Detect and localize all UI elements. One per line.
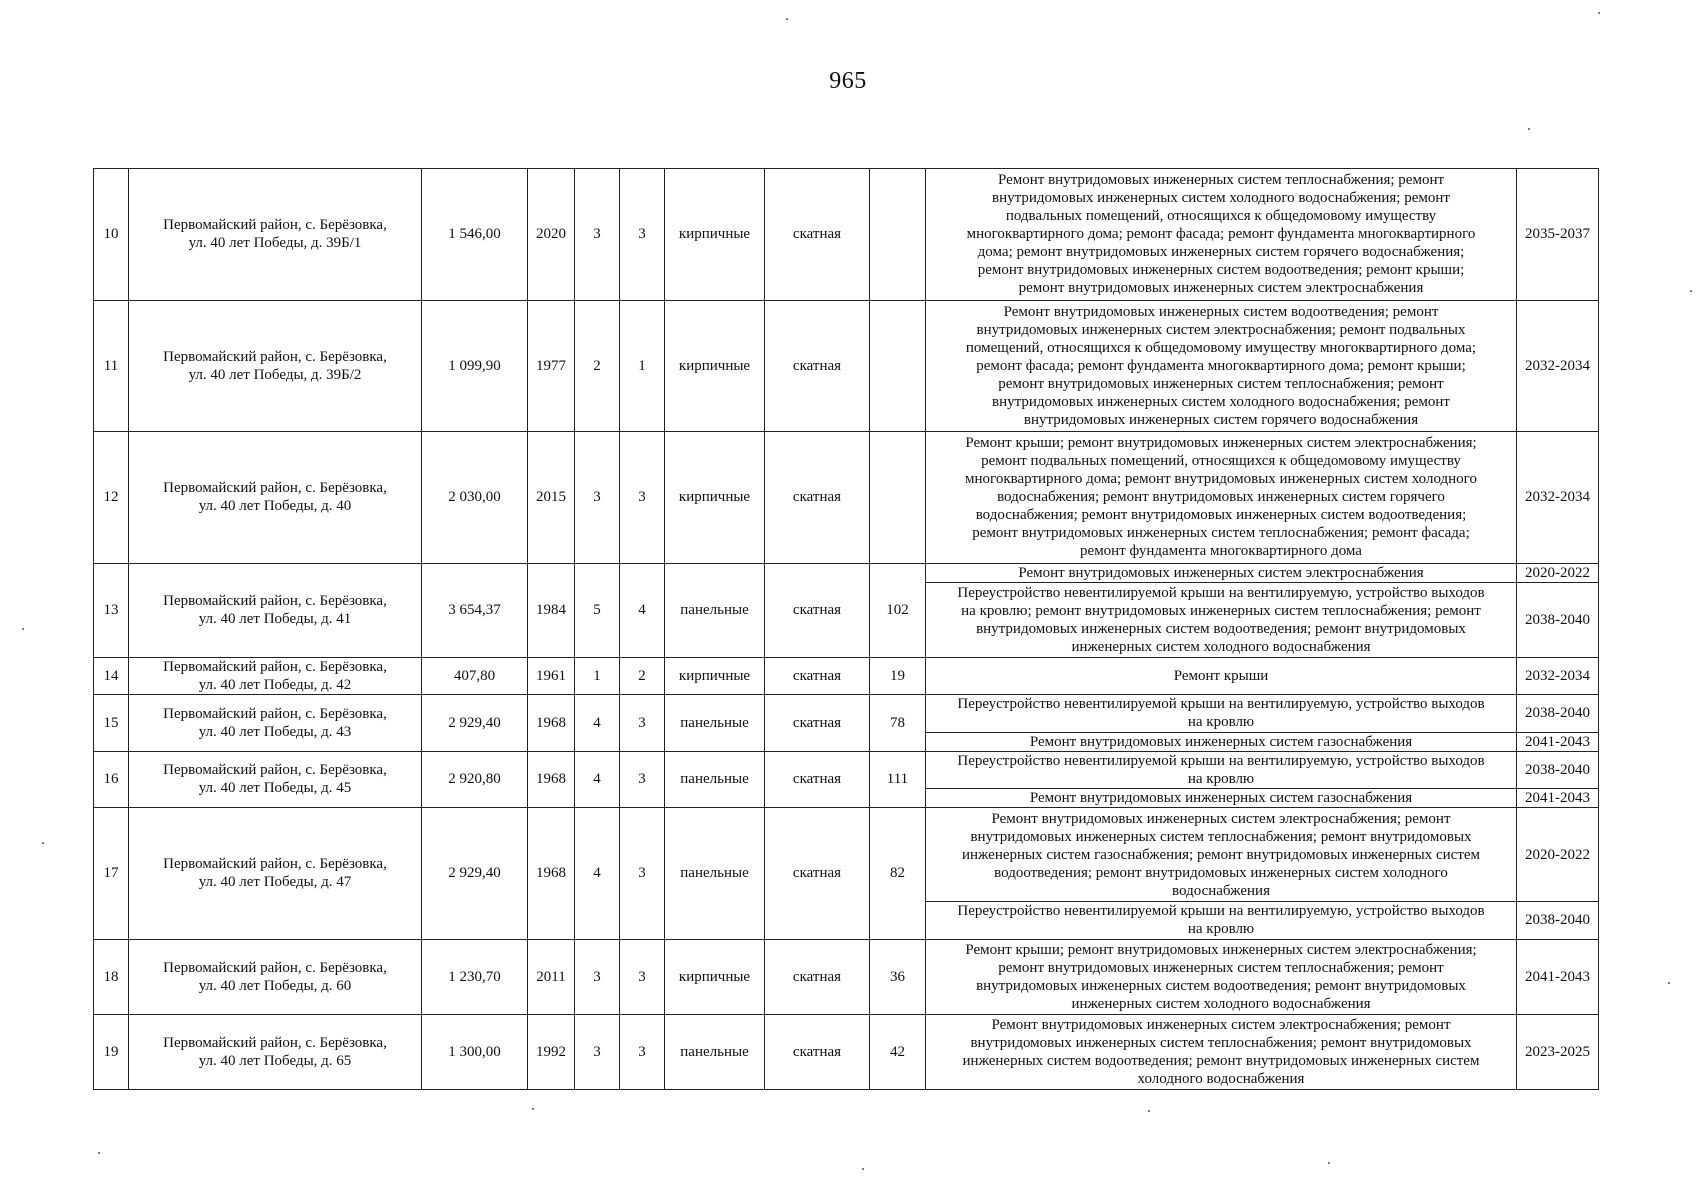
residents-cell: 78 <box>870 694 926 751</box>
scan-speck <box>532 1108 534 1110</box>
residents-cell: 102 <box>870 563 926 657</box>
area-cell: 407,80 <box>422 657 528 694</box>
address-line: ул. 40 лет Победы, д. 60 <box>198 977 352 994</box>
address-line: ул. 40 лет Победы, д. 39Б/1 <box>188 235 362 252</box>
repair-work-line: ремонт фасада; ремонт фундамента многоквартирного дома; ремонт крыши; <box>976 357 1466 374</box>
row-number: 15 <box>94 694 129 751</box>
address-line: ул. 40 лет Победы, д. 40 <box>198 498 352 515</box>
wall-material-cell: кирпичные <box>665 300 765 432</box>
repair-work-line: многоквартирного дома; ремонт фасада; ремонт фундамента многоквартирного <box>966 226 1476 243</box>
scan-speck <box>1598 12 1600 14</box>
address-line: ул. 40 лет Победы, д. 39Б/2 <box>188 366 362 383</box>
area-cell: 1 099,90 <box>422 300 528 432</box>
residents-cell: 19 <box>870 657 926 694</box>
year-built-cell: 1968 <box>528 808 575 940</box>
entrances-cell: 3 <box>620 939 665 1014</box>
year-built-cell: 2015 <box>528 432 575 564</box>
repair-works-cell <box>926 169 1517 301</box>
repair-works-cell <box>926 582 1517 657</box>
row-number: 17 <box>94 808 129 940</box>
row-number: 16 <box>94 751 129 808</box>
repair-works-cell <box>926 808 1517 902</box>
wall-material-cell: панельные <box>665 563 765 657</box>
year-built-cell: 1961 <box>528 657 575 694</box>
address-line: Первомайский район, с. Берёзовка, <box>163 658 387 675</box>
table-row <box>94 657 1599 694</box>
repair-work-line: ремонт внутридомовых инженерных систем теплоснабжения; ремонт <box>998 959 1444 976</box>
table-row <box>94 1014 1599 1089</box>
address-cell <box>129 563 422 657</box>
address-cell <box>129 694 422 751</box>
table-row <box>94 939 1599 1014</box>
row-number: 10 <box>94 169 129 301</box>
scan-speck <box>786 18 788 20</box>
repair-works-cell <box>926 563 1517 582</box>
year-built-cell: 1977 <box>528 300 575 432</box>
floors-cell: 4 <box>575 808 620 940</box>
address-line: Первомайский район, с. Берёзовка, <box>163 856 387 873</box>
repair-work-line: Ремонт крыши; ремонт внутридомовых инженерных систем электроснабжения; <box>965 435 1477 452</box>
wall-material-cell: кирпичные <box>665 939 765 1014</box>
roof-type-cell: скатная <box>765 751 870 808</box>
repair-work-line: водоотведения; ремонт внутридомовых инженерных систем холодного <box>994 864 1448 881</box>
floors-cell: 3 <box>575 169 620 301</box>
row-number: 19 <box>94 1014 129 1089</box>
address-line: Первомайский район, с. Берёзовка, <box>163 217 387 234</box>
year-built-cell: 1968 <box>528 751 575 808</box>
address-cell <box>129 300 422 432</box>
row-number: 11 <box>94 300 129 432</box>
repair-work-line: Ремонт внутридомовых инженерных систем электроснабжения; ремонт <box>991 1017 1451 1034</box>
wall-material-cell: кирпичные <box>665 432 765 564</box>
repair-works-cell <box>926 432 1517 564</box>
table-row <box>94 563 1599 582</box>
wall-material-cell: панельные <box>665 808 765 940</box>
entrances-cell: 1 <box>620 300 665 432</box>
repair-work-line: инженерных систем газоснабжения; ремонт внутридомовых инженерных систем <box>961 846 1481 863</box>
repair-work-line: инженерных систем холодного водоснабжения <box>1071 995 1371 1012</box>
scan-speck <box>1690 290 1692 292</box>
table-row <box>94 300 1599 432</box>
roof-type-cell: скатная <box>765 1014 870 1089</box>
floors-cell: 4 <box>575 694 620 751</box>
table-body <box>94 169 1599 1090</box>
repair-work-line: на кровлю <box>1187 921 1255 938</box>
repair-period-cell: 2032-2034 <box>1517 432 1599 564</box>
repair-work-line: Переустройство невентилируемой крыши на вентилируемую, устройство выходов <box>957 903 1485 920</box>
repair-work-line: ремонт подвальных помещений, относящихся к общедомовому имуществу <box>981 453 1461 470</box>
area-cell: 1 300,00 <box>422 1014 528 1089</box>
wall-material-cell: кирпичные <box>665 169 765 301</box>
repair-work-line: холодного водоснабжения <box>1137 1071 1305 1088</box>
year-built-cell: 2011 <box>528 939 575 1014</box>
entrances-cell: 3 <box>620 751 665 808</box>
residents-cell <box>870 300 926 432</box>
scan-speck <box>1328 1162 1330 1164</box>
entrances-cell: 3 <box>620 694 665 751</box>
repair-work-line: водоснабжения; ремонт внутридомовых инженерных систем водоотведения; <box>975 507 1467 524</box>
scan-speck <box>1528 128 1530 130</box>
repair-work-line: внутридомовых инженерных систем электроснабжения; ремонт подвальных <box>976 321 1466 338</box>
repair-work-line: Ремонт внутридомовых инженерных систем электроснабжения <box>1018 564 1424 581</box>
repair-work-line: Ремонт внутридомовых инженерных систем электроснабжения; ремонт <box>991 810 1451 827</box>
repair-work-line: Переустройство невентилируемой крыши на вентилируемую, устройство выходов <box>957 584 1485 601</box>
roof-type-cell: скатная <box>765 808 870 940</box>
area-cell: 2 030,00 <box>422 432 528 564</box>
scan-speck <box>862 1168 864 1170</box>
row-number: 12 <box>94 432 129 564</box>
repair-works-cell <box>926 657 1517 694</box>
entrances-cell: 3 <box>620 432 665 564</box>
address-line: ул. 40 лет Победы, д. 65 <box>198 1053 352 1070</box>
repair-period-cell: 2020-2022 <box>1517 808 1599 902</box>
residents-cell: 82 <box>870 808 926 940</box>
roof-type-cell: скатная <box>765 432 870 564</box>
entrances-cell: 3 <box>620 808 665 940</box>
address-cell <box>129 657 422 694</box>
address-line: Первомайский район, с. Берёзовка, <box>163 1035 387 1052</box>
residents-cell <box>870 432 926 564</box>
area-cell: 1 230,70 <box>422 939 528 1014</box>
repair-works-cell <box>926 694 1517 732</box>
roof-type-cell: скатная <box>765 563 870 657</box>
repair-works-cell <box>926 732 1517 751</box>
residents-cell: 36 <box>870 939 926 1014</box>
repair-period-cell: 2041-2043 <box>1517 789 1599 808</box>
repair-work-line: водоснабжения <box>1172 882 1270 899</box>
wall-material-cell: панельные <box>665 751 765 808</box>
table-row <box>94 694 1599 732</box>
residents-cell: 42 <box>870 1014 926 1089</box>
address-cell <box>129 1014 422 1089</box>
row-number: 18 <box>94 939 129 1014</box>
repair-work-line: Ремонт внутридомовых инженерных систем газоснабжения <box>1029 790 1413 807</box>
address-line: ул. 40 лет Победы, д. 41 <box>198 611 352 628</box>
page-number: 965 <box>829 68 867 94</box>
repair-period-cell: 2038-2040 <box>1517 751 1599 789</box>
repair-work-line: ремонт внутридомовых инженерных систем теплоснабжения; ремонт <box>998 375 1444 392</box>
repair-work-line: ремонт внутридомовых инженерных систем водоотведения; ремонт крыши; <box>977 262 1465 279</box>
wall-material-cell: панельные <box>665 694 765 751</box>
repair-work-line: на кровлю <box>1187 770 1255 787</box>
floors-cell: 4 <box>575 751 620 808</box>
residents-cell: 111 <box>870 751 926 808</box>
address-line: Первомайский район, с. Берёзовка, <box>163 959 387 976</box>
repair-work-line: внутридомовых инженерных систем теплоснабжения; ремонт внутридомовых <box>970 828 1472 845</box>
scan-speck <box>1148 1110 1150 1112</box>
floors-cell: 5 <box>575 563 620 657</box>
address-line: ул. 40 лет Победы, д. 47 <box>198 874 352 891</box>
repair-period-cell: 2041-2043 <box>1517 939 1599 1014</box>
floors-cell: 3 <box>575 432 620 564</box>
repair-work-line: инженерных систем холодного водоснабжения <box>1071 638 1371 655</box>
address-cell <box>129 432 422 564</box>
floors-cell: 3 <box>575 939 620 1014</box>
repair-work-line: Ремонт крыши <box>1173 667 1269 684</box>
scan-speck <box>22 628 24 630</box>
repair-work-line: инженерных систем водоотведения; ремонт внутридомовых инженерных систем <box>962 1053 1480 1070</box>
repair-work-line: внутридомовых инженерных систем холодного водоснабжения; ремонт <box>992 393 1450 410</box>
repair-work-line: Ремонт крыши; ремонт внутридомовых инженерных систем электроснабжения; <box>965 941 1477 958</box>
repair-period-cell: 2023-2025 <box>1517 1014 1599 1089</box>
table-row <box>94 808 1599 902</box>
repair-work-line: подвальных помещений, относящихся к общедомовому имуществу <box>1005 208 1437 225</box>
repair-period-cell: 2038-2040 <box>1517 582 1599 657</box>
repair-works-cell <box>926 939 1517 1014</box>
address-line: Первомайский район, с. Берёзовка, <box>163 762 387 779</box>
area-cell: 1 546,00 <box>422 169 528 301</box>
entrances-cell: 4 <box>620 563 665 657</box>
wall-material-cell: кирпичные <box>665 657 765 694</box>
table-row <box>94 751 1599 789</box>
repair-work-line: водоснабжения; ремонт внутридомовых инженерных систем горячего <box>997 489 1445 506</box>
year-built-cell: 1968 <box>528 694 575 751</box>
repair-period-cell: 2041-2043 <box>1517 732 1599 751</box>
repair-work-line: внутридомовых инженерных систем водоотведения; ремонт внутридомовых <box>976 620 1466 637</box>
address-line: ул. 40 лет Победы, д. 42 <box>198 676 352 693</box>
table-row <box>94 432 1599 564</box>
area-cell: 3 654,37 <box>422 563 528 657</box>
repair-period-cell: 2020-2022 <box>1517 563 1599 582</box>
repair-work-line: внутридомовых инженерных систем холодного водоснабжения; ремонт <box>992 190 1450 207</box>
repair-period-cell: 2035-2037 <box>1517 169 1599 301</box>
repair-work-line: многоквартирного дома; ремонт внутридомовых инженерных систем холодного <box>965 471 1477 488</box>
repair-work-line: дома; ремонт внутридомовых инженерных систем горячего водоснабжения; <box>977 244 1465 261</box>
year-built-cell: 1984 <box>528 563 575 657</box>
residents-cell <box>870 169 926 301</box>
repair-work-line: ремонт внутридомовых инженерных систем электроснабжения <box>1018 280 1424 297</box>
floors-cell: 2 <box>575 300 620 432</box>
row-number: 14 <box>94 657 129 694</box>
area-cell: 2 929,40 <box>422 694 528 751</box>
repair-work-line: Ремонт внутридомовых инженерных систем газоснабжения <box>1029 733 1413 750</box>
row-number: 13 <box>94 563 129 657</box>
repair-work-line: ремонт фундамента многоквартирного дома <box>1080 543 1362 560</box>
repair-work-line: Ремонт внутридомовых инженерных систем водоотведения; ремонт <box>1003 303 1439 320</box>
repair-period-cell: 2032-2034 <box>1517 657 1599 694</box>
repair-works-cell <box>926 1014 1517 1089</box>
housing-repair-table <box>93 168 1599 1090</box>
entrances-cell: 3 <box>620 1014 665 1089</box>
address-cell <box>129 808 422 940</box>
repair-period-cell: 2038-2040 <box>1517 694 1599 732</box>
address-cell <box>129 939 422 1014</box>
address-line: Первомайский район, с. Берёзовка, <box>163 593 387 610</box>
repair-works-cell <box>926 789 1517 808</box>
repair-works-cell <box>926 300 1517 432</box>
address-cell <box>129 169 422 301</box>
repair-work-line: Ремонт внутридомовых инженерных систем теплоснабжения; ремонт <box>997 172 1445 189</box>
address-line: Первомайский район, с. Берёзовка, <box>163 348 387 365</box>
address-line: Первомайский район, с. Берёзовка, <box>163 480 387 497</box>
repair-works-cell <box>926 902 1517 940</box>
repair-period-cell: 2038-2040 <box>1517 902 1599 940</box>
year-built-cell: 1992 <box>528 1014 575 1089</box>
address-line: ул. 40 лет Победы, д. 45 <box>198 780 352 797</box>
repair-work-line: ремонт внутридомовых инженерных систем теплоснабжения; ремонт фасада; <box>972 525 1470 542</box>
roof-type-cell: скатная <box>765 169 870 301</box>
floors-cell: 3 <box>575 1014 620 1089</box>
area-cell: 2 929,40 <box>422 808 528 940</box>
area-cell: 2 920,80 <box>422 751 528 808</box>
repair-work-line: внутридомовых инженерных систем горячего водоснабжения <box>1023 411 1419 428</box>
repair-work-line: на кровлю <box>1187 714 1255 731</box>
scan-speck <box>1668 982 1670 984</box>
address-cell <box>129 751 422 808</box>
table-row <box>94 169 1599 301</box>
repair-work-line: на кровлю; ремонт внутридомовых инженерных систем теплоснабжения; ремонт <box>961 602 1481 619</box>
repair-work-line: внутридомовых инженерных систем теплоснабжения; ремонт внутридомовых <box>970 1035 1472 1052</box>
entrances-cell: 2 <box>620 657 665 694</box>
roof-type-cell: скатная <box>765 657 870 694</box>
scan-speck <box>42 842 44 844</box>
address-line: ул. 40 лет Победы, д. 43 <box>198 723 352 740</box>
wall-material-cell: панельные <box>665 1014 765 1089</box>
repair-period-cell: 2032-2034 <box>1517 300 1599 432</box>
repair-work-line: Переустройство невентилируемой крыши на вентилируемую, устройство выходов <box>957 696 1485 713</box>
year-built-cell: 2020 <box>528 169 575 301</box>
roof-type-cell: скатная <box>765 939 870 1014</box>
roof-type-cell: скатная <box>765 300 870 432</box>
entrances-cell: 3 <box>620 169 665 301</box>
repair-work-line: Переустройство невентилируемой крыши на вентилируемую, устройство выходов <box>957 752 1485 769</box>
roof-type-cell: скатная <box>765 694 870 751</box>
repair-work-line: помещений, относящихся к общедомовому имуществу многоквартирного дома; <box>965 339 1477 356</box>
address-line: Первомайский район, с. Берёзовка, <box>163 705 387 722</box>
scan-speck <box>98 1152 100 1154</box>
repair-work-line: внутридомовых инженерных систем водоотведения; ремонт внутридомовых <box>976 977 1466 994</box>
floors-cell: 1 <box>575 657 620 694</box>
repair-works-cell <box>926 751 1517 789</box>
